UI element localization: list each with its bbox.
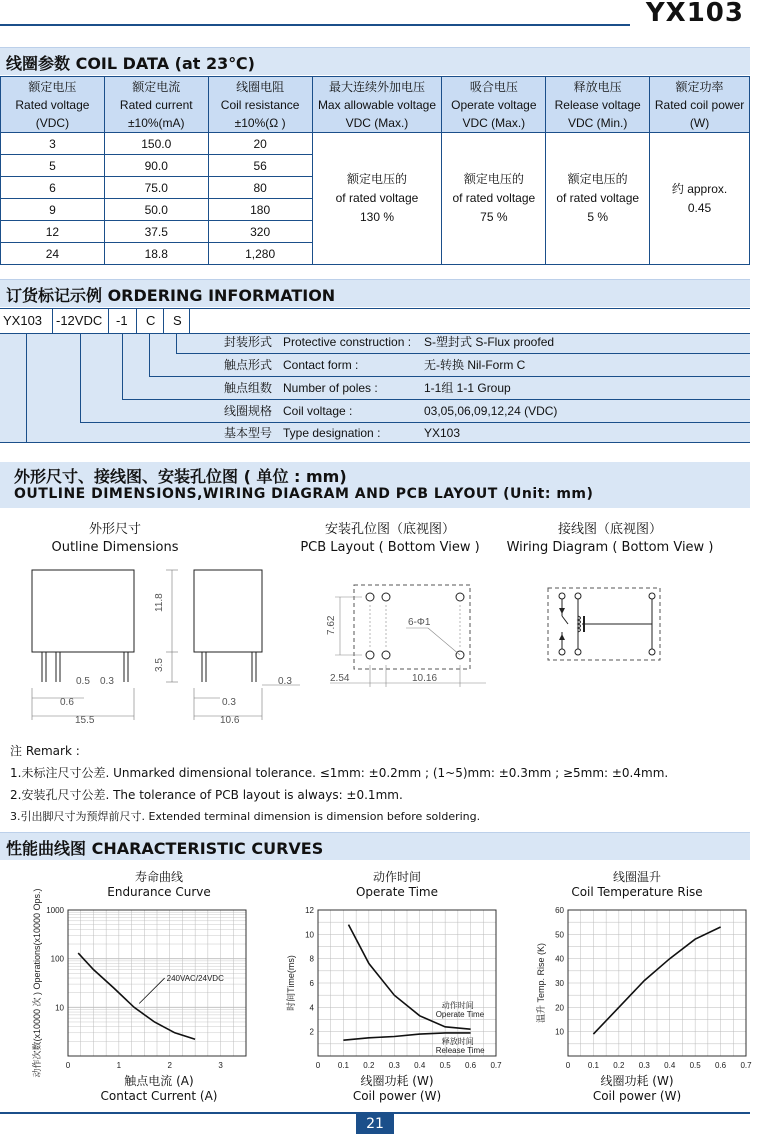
col-coil-resistance: 线圈电阻 Coil resistance ±10%(Ω ) xyxy=(208,77,312,133)
operate-time-chart xyxy=(250,900,500,1070)
code-contact: C xyxy=(136,309,163,333)
pcb-hole xyxy=(382,651,390,659)
cell-current: 75.0 xyxy=(104,177,208,199)
coil-data-title: 线圈参数 COIL DATA (at 23℃) xyxy=(6,54,255,73)
wiring-pin xyxy=(575,593,581,599)
code-type: YX103 xyxy=(0,309,52,333)
x-tick-label: 0.7 xyxy=(740,1061,752,1070)
notes xyxy=(10,740,668,828)
x-tick-label: 0.6 xyxy=(465,1061,477,1070)
ordering-header xyxy=(0,279,750,307)
wiring-pin xyxy=(575,649,581,655)
ordering-row-coil: 线圈规格 Coil voltage : 03,05,06,09,12,24 (VDC) xyxy=(223,404,558,418)
dim-side-pin: 0.3 xyxy=(278,676,292,687)
cell-voltage: 6 xyxy=(1,177,105,199)
relay-side-body xyxy=(194,570,262,652)
series-label: 动作时间 xyxy=(441,1000,474,1010)
ordering-title: 订货标记示例 ORDERING INFORMATION xyxy=(6,286,336,305)
col-rated-current: 额定电流 Rated current ±10%(mA) xyxy=(104,77,208,133)
ordering-row-type: 基本型号 Type designation : YX103 xyxy=(223,426,461,440)
y-tick-label: 8 xyxy=(309,954,314,964)
y-tick-label: 10 xyxy=(55,1003,64,1013)
x-tick-label: 0.5 xyxy=(439,1061,451,1070)
ordering-row-poles: 触点组数 Number of poles : 1-1组 1-1 Group xyxy=(223,381,511,395)
temp-rise-chart xyxy=(500,900,750,1070)
col-rated-voltage: 额定电压 Rated voltage (VDC) xyxy=(1,77,105,133)
cell-voltage: 24 xyxy=(1,243,105,265)
cell-current: 90.0 xyxy=(104,155,208,177)
series-label: 释放时间 xyxy=(441,1037,474,1047)
pcb-hole xyxy=(456,593,464,601)
x-tick-label: 0.3 xyxy=(388,1061,400,1070)
endurance-chart xyxy=(0,888,250,1078)
wiring-pin xyxy=(559,649,565,655)
dim-pin-width: 0.5 xyxy=(76,676,90,687)
dim-height: 11.8 xyxy=(154,593,165,612)
x-tick-label: 0.1 xyxy=(587,1061,599,1070)
temp-title: 线圈温升 Coil Temperature Rise xyxy=(571,870,703,899)
dim-width: 10.6 xyxy=(220,715,240,726)
code-blank xyxy=(190,309,750,333)
y-axis-label: 时间Time(ms) xyxy=(286,955,296,1011)
cell-voltage: 12 xyxy=(1,221,105,243)
y-tick-label: 50 xyxy=(555,930,564,940)
wiring-diagram xyxy=(540,580,670,670)
code-construction: S xyxy=(163,309,190,333)
cell-resistance: 320 xyxy=(208,221,312,243)
relay-front-body xyxy=(32,570,134,652)
cell-max-voltage: 额定电压的 of rated voltage 130 % xyxy=(312,133,442,265)
x-tick-label: 0.5 xyxy=(689,1061,701,1070)
col-max-voltage: 最大连续外加电压 Max allowable voltage VDC (Max.) xyxy=(312,77,442,133)
x-tick-label: 3 xyxy=(218,1061,223,1070)
coil-data-table xyxy=(0,76,750,265)
table-row xyxy=(1,133,750,155)
cell-resistance: 1,280 xyxy=(208,243,312,265)
y-tick-label: 1000 xyxy=(46,906,64,915)
dimensions-title-cn: 外形尺寸、接线图、安装孔位图 ( 单位 : mm) xyxy=(14,467,347,486)
x-tick-label: 0.7 xyxy=(490,1061,502,1070)
model-title: YX103 xyxy=(645,0,744,28)
y-tick-label: 2 xyxy=(309,1027,314,1037)
y-axis-label: 温升 Temp. Rise (K) xyxy=(536,942,546,1024)
y-axis-label: 动作次数(x10000 次 ) Operations(x10000 Ops.) xyxy=(32,888,42,1078)
code-poles: -1 xyxy=(108,309,136,333)
endurance-xlabel: 触点电流 (A) Contact Current (A) xyxy=(100,1074,218,1103)
operate-title: 动作时间 Operate Time xyxy=(355,870,438,899)
cell-current: 18.8 xyxy=(104,243,208,265)
wiring-pin xyxy=(649,593,655,599)
notes-heading: 注 Remark : xyxy=(10,744,80,758)
dim-side-pin-width: 0.3 xyxy=(222,697,236,708)
cell-current: 50.0 xyxy=(104,199,208,221)
page-number: 21 xyxy=(356,1114,394,1134)
arrow-icon xyxy=(559,634,565,640)
col-release-voltage: 释放电压 Release voltage VDC (Min.) xyxy=(546,77,650,133)
operate-xlabel: 线圈功耗 (W) Coil power (W) xyxy=(352,1074,442,1103)
cell-coil-power: 约 approx. 0.45 xyxy=(650,133,750,265)
y-tick-label: 60 xyxy=(555,906,564,915)
note-item: 1.未标注尺寸公差. Unmarked dimensional tolerance. ≤1mm: ±0.2mm ; (1~5)mm: ±0.3mm ; ≥5mm: ±0.4mm. xyxy=(10,766,669,780)
y-tick-label: 100 xyxy=(50,954,64,964)
pcb-pitch: 2.54 xyxy=(330,673,350,684)
outline-drawing xyxy=(20,560,310,730)
outline-label: 外形尺寸 Outline Dimensions xyxy=(51,522,179,555)
cell-resistance: 80 xyxy=(208,177,312,199)
cell-resistance: 180 xyxy=(208,199,312,221)
note-item: 2.安装孔尺寸公差. The tolerance of PCB layout is always: ±0.1mm. xyxy=(10,788,403,802)
x-tick-label: 0.1 xyxy=(337,1061,349,1070)
dimensions-title-en: OUTLINE DIMENSIONS,WIRING DIAGRAM AND PCB LAYOUT (Unit: mm) xyxy=(14,486,594,502)
coil-data-header xyxy=(0,47,750,75)
y-tick-label: 40 xyxy=(555,954,564,964)
y-tick-label: 20 xyxy=(555,1003,564,1013)
y-tick-label: 10 xyxy=(555,1027,564,1037)
col-operate-voltage: 吸合电压 Operate voltage VDC (Max.) xyxy=(442,77,546,133)
x-tick-label: 0.2 xyxy=(363,1061,375,1070)
dimensions-header xyxy=(0,462,750,508)
pcb-hole-size: 6-Φ1 xyxy=(408,617,431,628)
dim-pin-length: 3.5 xyxy=(154,658,165,672)
x-tick-label: 0.4 xyxy=(414,1061,426,1070)
dim-pin-pitch: 0.6 xyxy=(60,697,74,708)
cell-voltage: 3 xyxy=(1,133,105,155)
dim-length: 15.5 xyxy=(75,715,95,726)
curves-title: 性能曲线图 CHARACTERISTIC CURVES xyxy=(6,839,324,858)
y-tick-label: 6 xyxy=(309,979,314,988)
cell-voltage: 9 xyxy=(1,199,105,221)
cell-current: 37.5 xyxy=(104,221,208,243)
x-tick-label: 1 xyxy=(116,1061,122,1070)
x-tick-label: 2 xyxy=(167,1061,172,1070)
endurance-title: 寿命曲线 Endurance Curve xyxy=(107,870,211,899)
wiring-pin xyxy=(649,649,655,655)
col-coil-power: 额定功率 Rated coil power (W) xyxy=(650,77,750,133)
x-tick-label: 0 xyxy=(315,1061,321,1070)
annotation-label: 240VAC/24VDC xyxy=(166,974,224,984)
cell-operate-voltage: 额定电压的 of rated voltage 75 % xyxy=(442,133,546,265)
cell-resistance: 56 xyxy=(208,155,312,177)
wiring-label: 接线图（底视图） Wiring Diagram ( Bottom View ) xyxy=(506,522,714,555)
x-tick-label: 0.4 xyxy=(664,1061,676,1070)
series-label: Release Time xyxy=(435,1046,485,1056)
ordering-panel xyxy=(0,308,750,443)
x-tick-label: 0 xyxy=(565,1061,571,1070)
ordering-row-construction: 封装形式 Protective construction : S-塑封式 S-Flux proofed xyxy=(223,335,555,349)
annotation-leader xyxy=(139,978,164,1003)
y-tick-label: 30 xyxy=(555,979,564,988)
x-tick-label: 0.6 xyxy=(715,1061,727,1070)
cell-release-voltage: 额定电压的 of rated voltage 5 % xyxy=(546,133,650,265)
pcb-span: 10.16 xyxy=(412,673,438,684)
x-tick-label: 0 xyxy=(65,1061,71,1070)
pcb-row-spacing: 7.62 xyxy=(326,615,337,635)
x-tick-label: 0.3 xyxy=(638,1061,650,1070)
pcb-hole xyxy=(366,651,374,659)
page-header xyxy=(0,0,750,30)
dim-pin-thickness: 0.3 xyxy=(100,676,114,687)
pcb-layout-drawing xyxy=(310,575,490,695)
header-rule xyxy=(0,24,630,26)
temp-xlabel: 线圈功耗 (W) Coil power (W) xyxy=(592,1074,682,1103)
wiring-pin xyxy=(559,593,565,599)
curves-header xyxy=(0,832,750,860)
arrow-icon xyxy=(559,608,565,614)
cell-current: 150.0 xyxy=(104,133,208,155)
y-tick-label: 12 xyxy=(305,906,314,915)
cell-voltage: 5 xyxy=(1,155,105,177)
pcb-label: 安装孔位图（底视图） PCB Layout ( Bottom View ) xyxy=(300,522,480,555)
series-label: Operate Time xyxy=(435,1009,485,1019)
cell-resistance: 20 xyxy=(208,133,312,155)
note-item: 3.引出脚尺寸为预焊前尺寸. Extended terminal dimension is dimension before soldering. xyxy=(10,810,481,823)
code-coil: -12VDC xyxy=(52,309,108,333)
x-tick-label: 0.2 xyxy=(613,1061,625,1070)
ordering-row-contact: 触点形式 Contact form : 无-转换 Nil-Form C xyxy=(223,358,526,372)
pcb-hole xyxy=(366,593,374,601)
y-tick-label: 4 xyxy=(309,1003,314,1013)
y-tick-label: 10 xyxy=(305,930,314,940)
coil-header-row xyxy=(1,77,750,133)
pcb-hole xyxy=(382,593,390,601)
